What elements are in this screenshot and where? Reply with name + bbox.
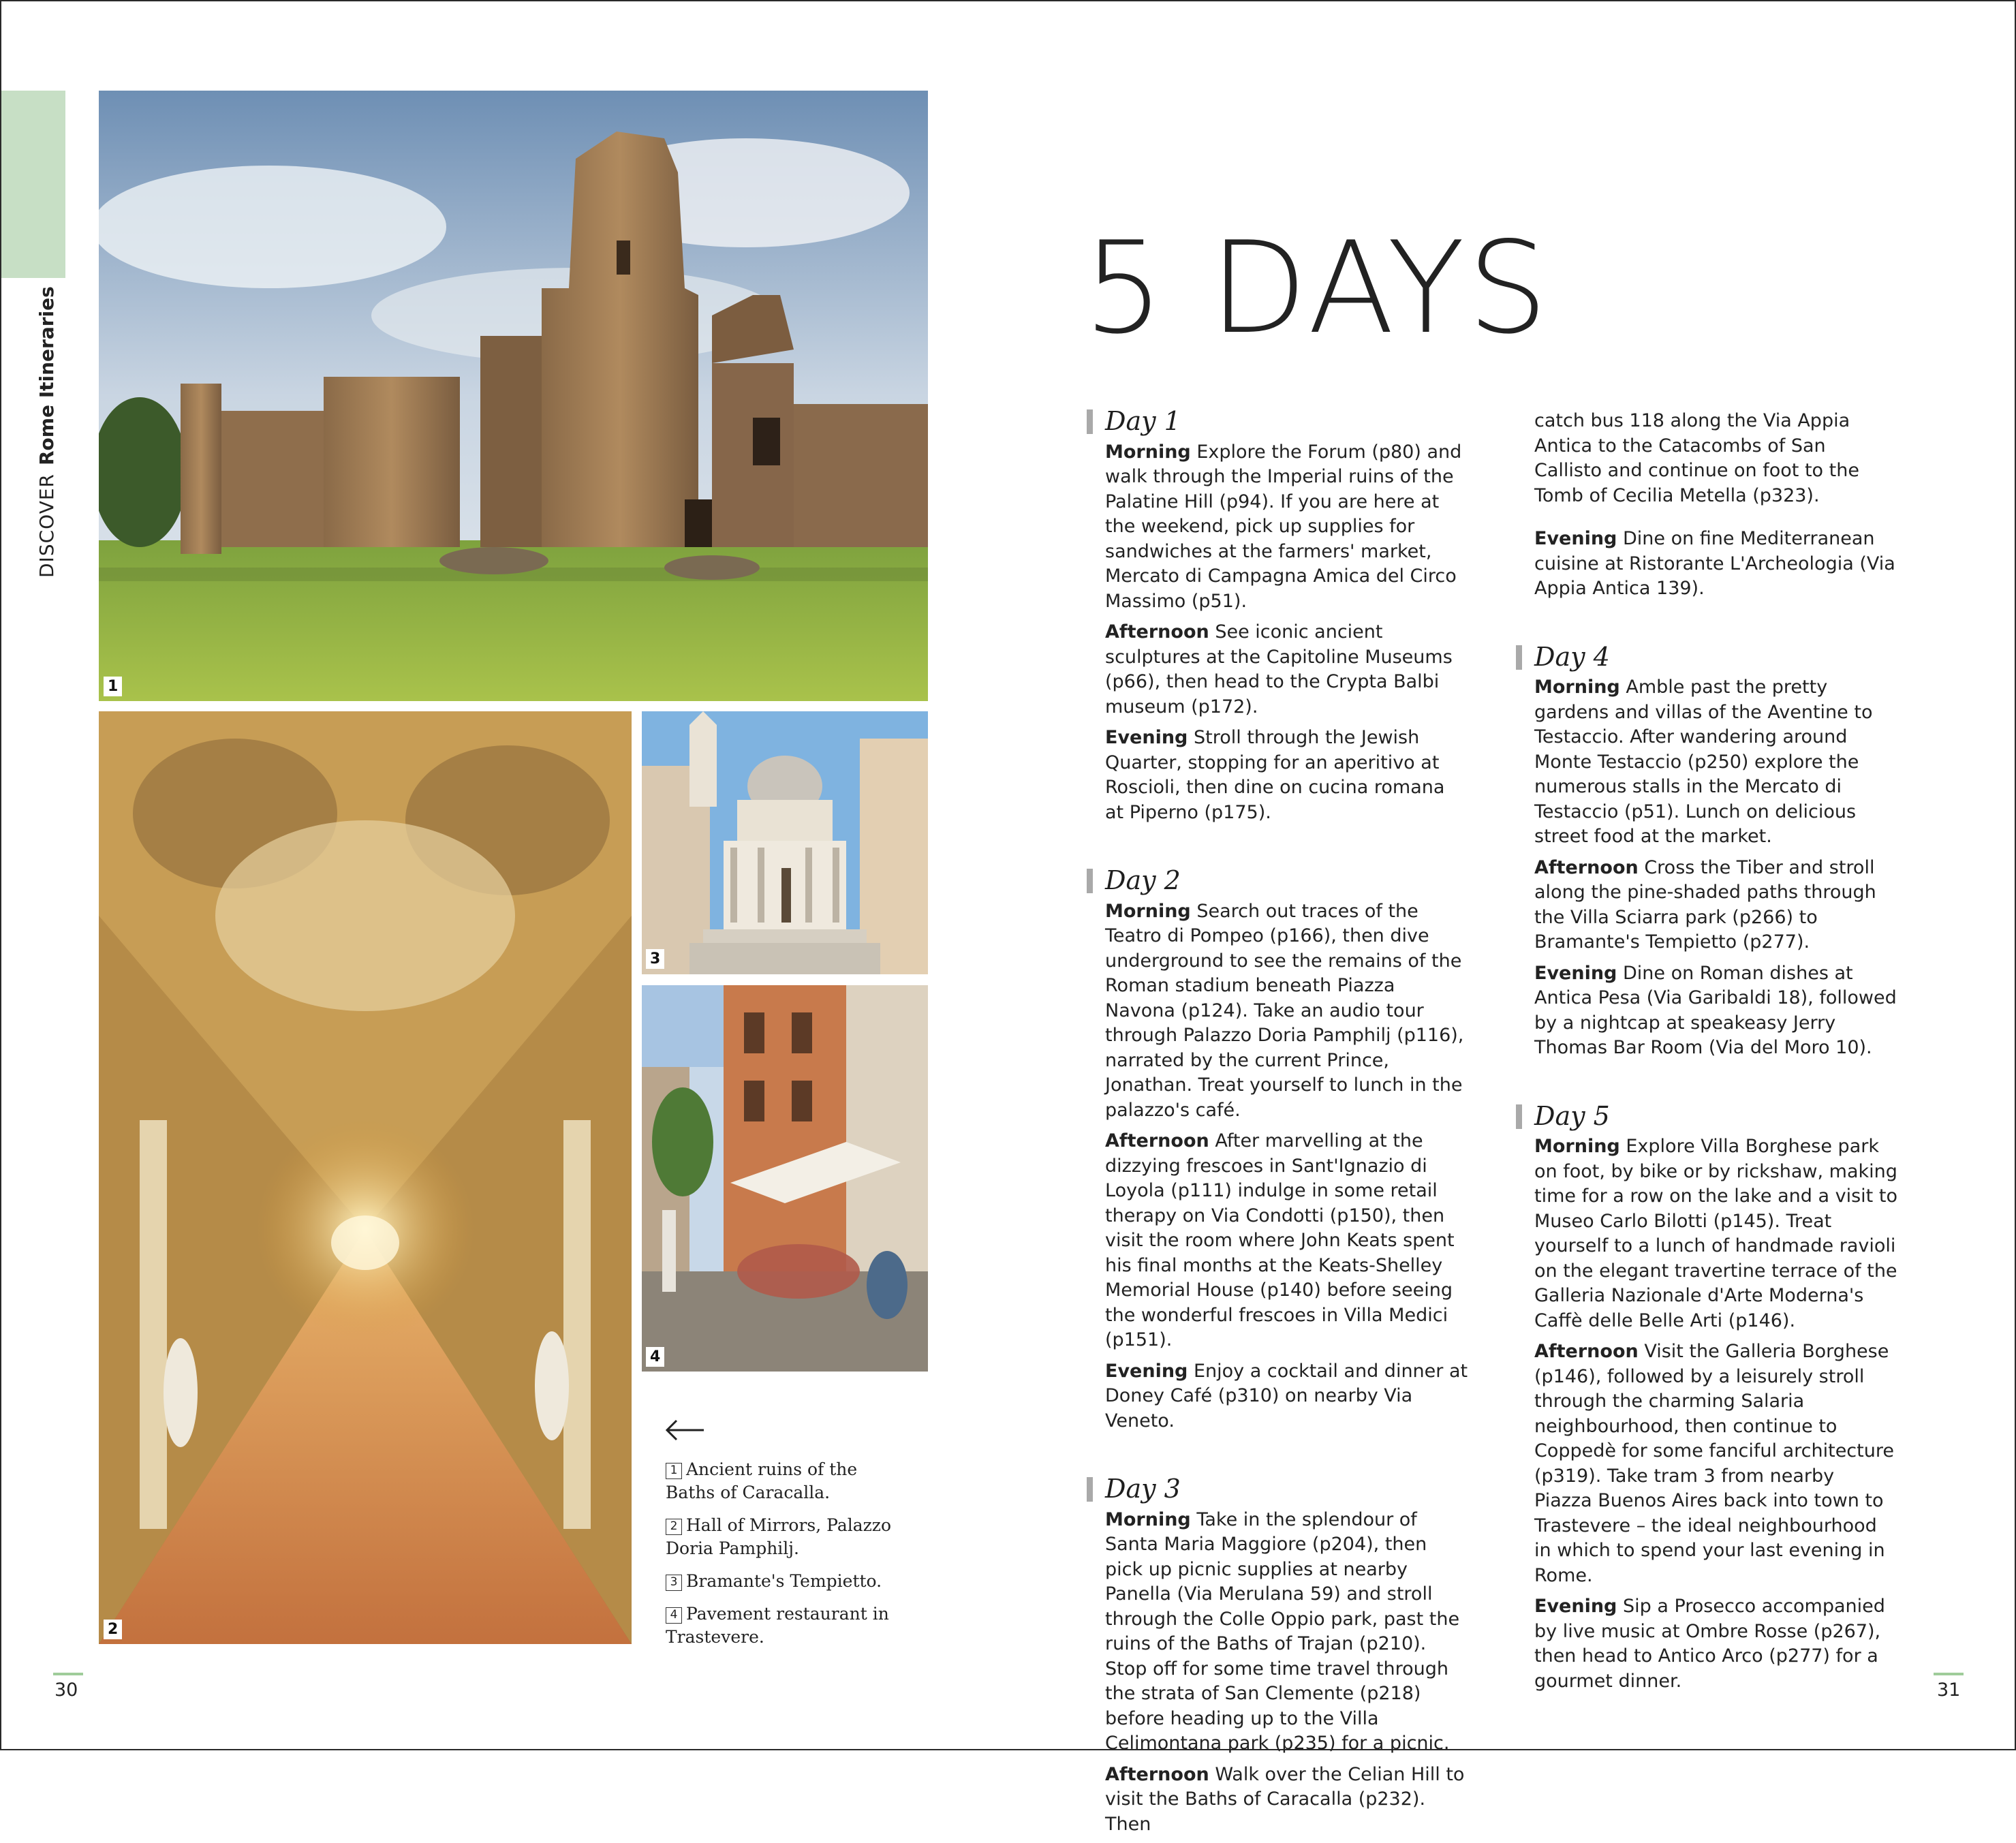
day-1 bbox=[1087, 405, 1468, 825]
photo-number-2: 2 bbox=[104, 1620, 122, 1639]
evening-text: Dine on Roman dishes at Antica Pesa (Via Garibaldi 18), followed by a nightcap at speakeasy Jerry Thomas Bar Room (Via del Moro 10). bbox=[1534, 962, 1897, 1058]
caption-text: Bramante's Tempietto. bbox=[686, 1571, 882, 1591]
evening-label: Evening bbox=[1534, 1596, 1617, 1617]
afternoon-entry bbox=[1534, 856, 1897, 955]
morning-text: Search out traces of the Teatro di Pompeo (p166), then dive underground to see the remains of the Roman stadium beneath Piazza Navona (p124). Take an audio tour through Palazzo Doria Pamphilj (p116), narrated by the current Prince, Jonathan. Treat yourself to lunch in the palazzo's café. bbox=[1105, 900, 1464, 1121]
evening-entry bbox=[1105, 1359, 1468, 1434]
afternoon-text: After marvelling at the dizzying frescoes in Sant'Ignazio di Loyola (p111) indulge in some retail therapy on Via Condotti (p150), then visit the room where John Keats spent his final months at the Keats-Shelley Memorial House (p140) before seeing the wonderful frescoes in Villa Medici (p151). bbox=[1105, 1130, 1455, 1350]
photo-number-1: 1 bbox=[104, 677, 122, 696]
day-bar bbox=[1087, 409, 1093, 434]
evening-label: Evening bbox=[1534, 962, 1617, 984]
back-arrow-icon bbox=[664, 1419, 705, 1442]
ruins-photo bbox=[99, 91, 928, 701]
day-5 bbox=[1516, 1100, 1897, 1694]
afternoon-entry bbox=[1105, 1129, 1468, 1353]
morning-entry bbox=[1534, 675, 1897, 850]
caption-text: Ancient ruins of the Baths of Caracalla. bbox=[666, 1459, 858, 1502]
morning-entry bbox=[1105, 440, 1468, 615]
day-2 bbox=[1087, 865, 1468, 1434]
section-tab bbox=[1, 91, 65, 278]
afternoon-text: Visit the Galleria Borghese (p146), followed by a leisurely stroll through the charming Salaria neighbourhood, then continue to Coppedè for some fanciful architecture (p319). Take tram 3 from nearby Piazza Buenos Aires back into town to Trastevere – the ideal neighbourhood in which to spend your last evening in Rome. bbox=[1534, 1341, 1894, 1586]
page-number-right: 31 bbox=[1937, 1679, 1961, 1701]
hall-of-mirrors-photo bbox=[99, 711, 632, 1644]
day-title: Day 5 bbox=[1534, 1100, 1610, 1131]
afternoon-text: Cross the Tiber and stroll along the pine-shaded paths through the Villa Sciarra park (p266) to Bramante's Tempietto (p277). bbox=[1534, 856, 1876, 953]
day-heading bbox=[1087, 405, 1468, 437]
evening-text: Sip a Prosecco accompanied by live music at Ombre Rosse (p267), then head to Antico Arco (p277) for a gourmet dinner. bbox=[1534, 1596, 1885, 1692]
evening-entry bbox=[1534, 1594, 1897, 1694]
day-title: Day 4 bbox=[1534, 641, 1610, 672]
afternoon-label: Afternoon bbox=[1105, 1763, 1209, 1785]
afternoon-label: Afternoon bbox=[1105, 621, 1209, 642]
morning-text: Explore the Forum (p80) and walk through the Imperial ruins of the Palatine Hill (p94). If you are here at the weekend, pick up supplies for sandwiches at the farmers' market, Mercato di Campagna Amica del Circo Massimo (p51). bbox=[1105, 441, 1462, 612]
day-bar bbox=[1087, 1477, 1093, 1502]
morning-text: Amble past the pretty gardens and villas of the Aventine to Testaccio. After wandering around Monte Testaccio (p250) explore the numerous stalls in the Mercato di Testaccio (p51). Lunch on delicious street food at the market. bbox=[1534, 677, 1873, 847]
day-3 bbox=[1087, 1473, 1468, 1837]
evening-label: Evening bbox=[1105, 727, 1188, 748]
page-title: 5 DAYS bbox=[1083, 214, 1551, 362]
itinerary-column-1 bbox=[1087, 405, 1468, 1843]
day-bar bbox=[1516, 1104, 1522, 1129]
photo-number-4: 4 bbox=[646, 1347, 664, 1367]
page-number-rule-right bbox=[1934, 1673, 1964, 1675]
street-restaurant-photo bbox=[642, 985, 928, 1372]
itinerary-column-2 bbox=[1516, 409, 1897, 1700]
day-bar bbox=[1087, 869, 1093, 893]
afternoon-continued: catch bus 118 along the Via Appia Antica to the Catacombs of San Callisto and continue on foot to the Tomb of Cecilia Metella (p323). bbox=[1534, 410, 1859, 506]
caption-number: 1 bbox=[666, 1463, 682, 1479]
afternoon-text: See iconic ancient sculptures at the Capitoline Museums (p66), then head to the Crypta Balbi museum (p172). bbox=[1105, 621, 1453, 717]
evening-entry bbox=[1534, 961, 1897, 1061]
caption-4 bbox=[666, 1602, 897, 1649]
caption-text: Hall of Mirrors, Palazzo Doria Pamphilj. bbox=[666, 1515, 892, 1558]
morning-label: Morning bbox=[1534, 1136, 1620, 1157]
morning-entry bbox=[1105, 1508, 1468, 1756]
day-bar bbox=[1516, 645, 1522, 670]
evening-label: Evening bbox=[1105, 1360, 1188, 1382]
morning-label: Morning bbox=[1105, 1508, 1191, 1530]
caption-1 bbox=[666, 1458, 897, 1504]
caption-2 bbox=[666, 1514, 897, 1560]
morning-text: Explore Villa Borghese park on foot, by bike or by rickshaw, making time for a row on the lake and a visit to Museo Carlo Bilotti (p145). Treat yourself to a lunch of handmade ravioli on the elegant travertine terrace of the Galleria Nazionale d'Arte Moderna's Caffè delle Belle Arti (p146). bbox=[1534, 1136, 1897, 1331]
day-heading bbox=[1087, 865, 1468, 897]
section-label bbox=[35, 286, 63, 578]
day-4 bbox=[1516, 641, 1897, 1061]
page-number-rule-left bbox=[53, 1673, 83, 1675]
caption-number: 2 bbox=[666, 1519, 682, 1535]
morning-entry bbox=[1534, 1134, 1897, 1333]
photo-number-3: 3 bbox=[646, 949, 664, 969]
caption-text: Pavement restaurant in Trastevere. bbox=[666, 1604, 889, 1647]
photo-captions bbox=[666, 1458, 897, 1658]
day-heading bbox=[1516, 1100, 1897, 1132]
morning-label: Morning bbox=[1534, 677, 1620, 698]
afternoon-label: Afternoon bbox=[1534, 856, 1639, 878]
day-heading bbox=[1516, 641, 1897, 673]
caption-3 bbox=[666, 1570, 897, 1593]
afternoon-entry bbox=[1105, 620, 1468, 719]
afternoon-entry bbox=[1534, 1339, 1897, 1588]
page-number-left: 30 bbox=[55, 1679, 78, 1701]
day-title: Day 3 bbox=[1105, 1474, 1181, 1504]
evening-text: Stroll through the Jewish Quarter, stopping for an aperitivo at Roscioli, then dine on cucina romana at Piperno (p175). bbox=[1105, 727, 1445, 823]
evening-entry bbox=[1105, 726, 1468, 825]
afternoon-label: Afternoon bbox=[1105, 1130, 1209, 1151]
day-title: Day 1 bbox=[1105, 406, 1181, 436]
day-title: Day 2 bbox=[1105, 865, 1181, 895]
chapter-name: Rome Itineraries bbox=[35, 286, 58, 465]
day-heading bbox=[1087, 1473, 1468, 1505]
afternoon-text: Walk over the Celian Hill to visit the Baths of Caracalla (p232). Then bbox=[1105, 1763, 1465, 1835]
evening-text: Dine on fine Mediterranean cuisine at Ristorante L'Archeologia (Via Appia Antica 139). bbox=[1534, 528, 1895, 599]
tempietto-photo bbox=[642, 711, 928, 974]
evening-text: Enjoy a cocktail and dinner at Doney Café (p310) on nearby Via Veneto. bbox=[1105, 1360, 1468, 1431]
caption-number: 4 bbox=[666, 1607, 682, 1624]
afternoon-label: Afternoon bbox=[1534, 1341, 1639, 1362]
morning-label: Morning bbox=[1105, 900, 1191, 922]
morning-text: Take in the splendour of Santa Maria Maggiore (p204), then pick up picnic supplies at nearby Panella (Via Merulana 59) and stroll through the Colle Oppio park, past the ruins of the Baths of Trajan (p210). Stop off for some time travel through the strata of San Clemente (p218) before heading up to the Villa Celimontana park (p235) for a picnic. bbox=[1105, 1508, 1460, 1754]
morning-label: Morning bbox=[1105, 441, 1191, 463]
caption-number: 3 bbox=[666, 1575, 682, 1591]
morning-entry bbox=[1105, 899, 1468, 1124]
evening-entry bbox=[1534, 527, 1897, 602]
evening-label: Evening bbox=[1534, 528, 1617, 549]
section-name: DISCOVER bbox=[35, 474, 58, 578]
afternoon-entry bbox=[1105, 1763, 1468, 1838]
